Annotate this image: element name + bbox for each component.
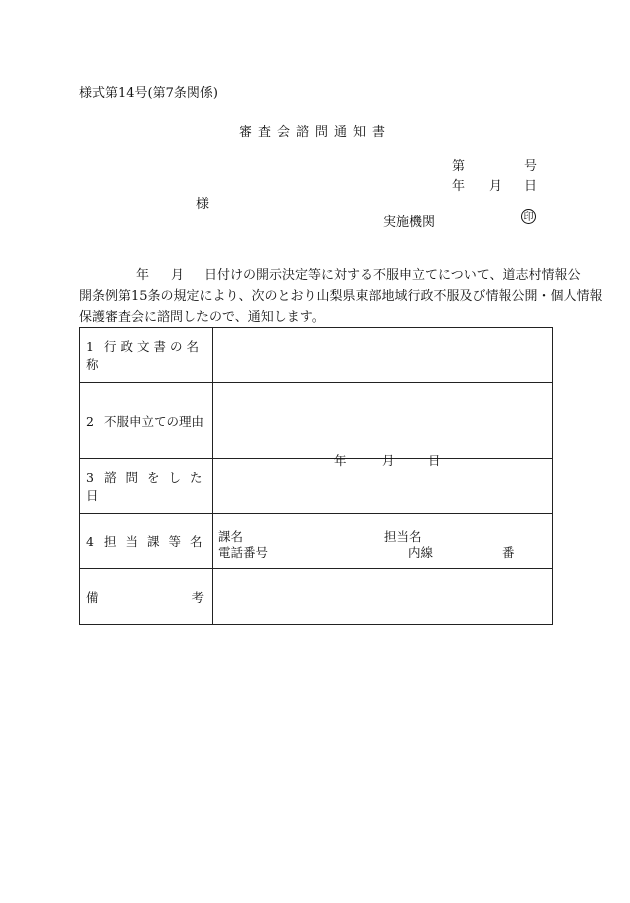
notice-body: [79, 265, 603, 328]
row-label-inquiry-date: 3 諮問をした日: [80, 459, 213, 514]
table-row: [80, 383, 553, 459]
table-row: [80, 569, 553, 625]
form-number: 様式第14号(第7条関係): [79, 86, 218, 101]
document-name-field[interactable]: [213, 328, 553, 383]
recipient-honorific: 様: [196, 197, 210, 212]
table-row: [80, 514, 553, 569]
table-row: [80, 328, 553, 383]
issue-date-year: 年: [452, 179, 466, 194]
notice-table: [79, 327, 553, 625]
table-row: [80, 459, 553, 514]
phone-number-label: 電話番号: [218, 545, 269, 560]
body-line-3: 保護審査会に諮問したので、通知します。: [79, 310, 325, 325]
row-label-remarks: 備 考: [80, 569, 213, 625]
issue-date-day: 日: [524, 179, 538, 194]
person-in-charge-label: 担当名: [384, 529, 422, 544]
section-name-label: 課名: [218, 529, 244, 544]
reason-field[interactable]: [213, 383, 553, 459]
issue-date-month: 月: [489, 179, 503, 194]
body-line-1-text: 日付けの開示決定等に対する不服申立てについて、道志村情報公: [204, 268, 581, 283]
remarks-field[interactable]: [213, 569, 553, 625]
document-title: 審査会諮問通知書: [238, 125, 391, 140]
body-month: 月: [171, 268, 185, 283]
document-number-prefix: 第: [452, 159, 466, 174]
seal-icon: 印: [521, 209, 536, 224]
row-label-reason: 2 不服申立ての理由: [80, 383, 213, 459]
inquiry-date-day: 日: [428, 453, 441, 468]
body-line-2: 開条例第15条の規定により、次のとおり山梨県東部地域行政不服及び情報公開・個人情報: [79, 289, 603, 304]
inquiry-date-month: 月: [382, 453, 395, 468]
row-label-department: 4 担当課等名: [80, 514, 213, 569]
agency-label: 実施機関: [383, 215, 436, 230]
body-line-1: [79, 265, 581, 286]
document-number-suffix: 号: [524, 159, 538, 174]
body-year: 年: [136, 268, 150, 283]
department-field[interactable]: [213, 514, 553, 569]
inquiry-date-field[interactable]: [213, 453, 553, 514]
extension-label: 内線: [408, 545, 434, 560]
row-label-document-name: 1 行政文書の名称: [80, 328, 213, 383]
extension-number-suffix: 番: [502, 545, 515, 560]
inquiry-date-year: 年: [334, 453, 347, 468]
